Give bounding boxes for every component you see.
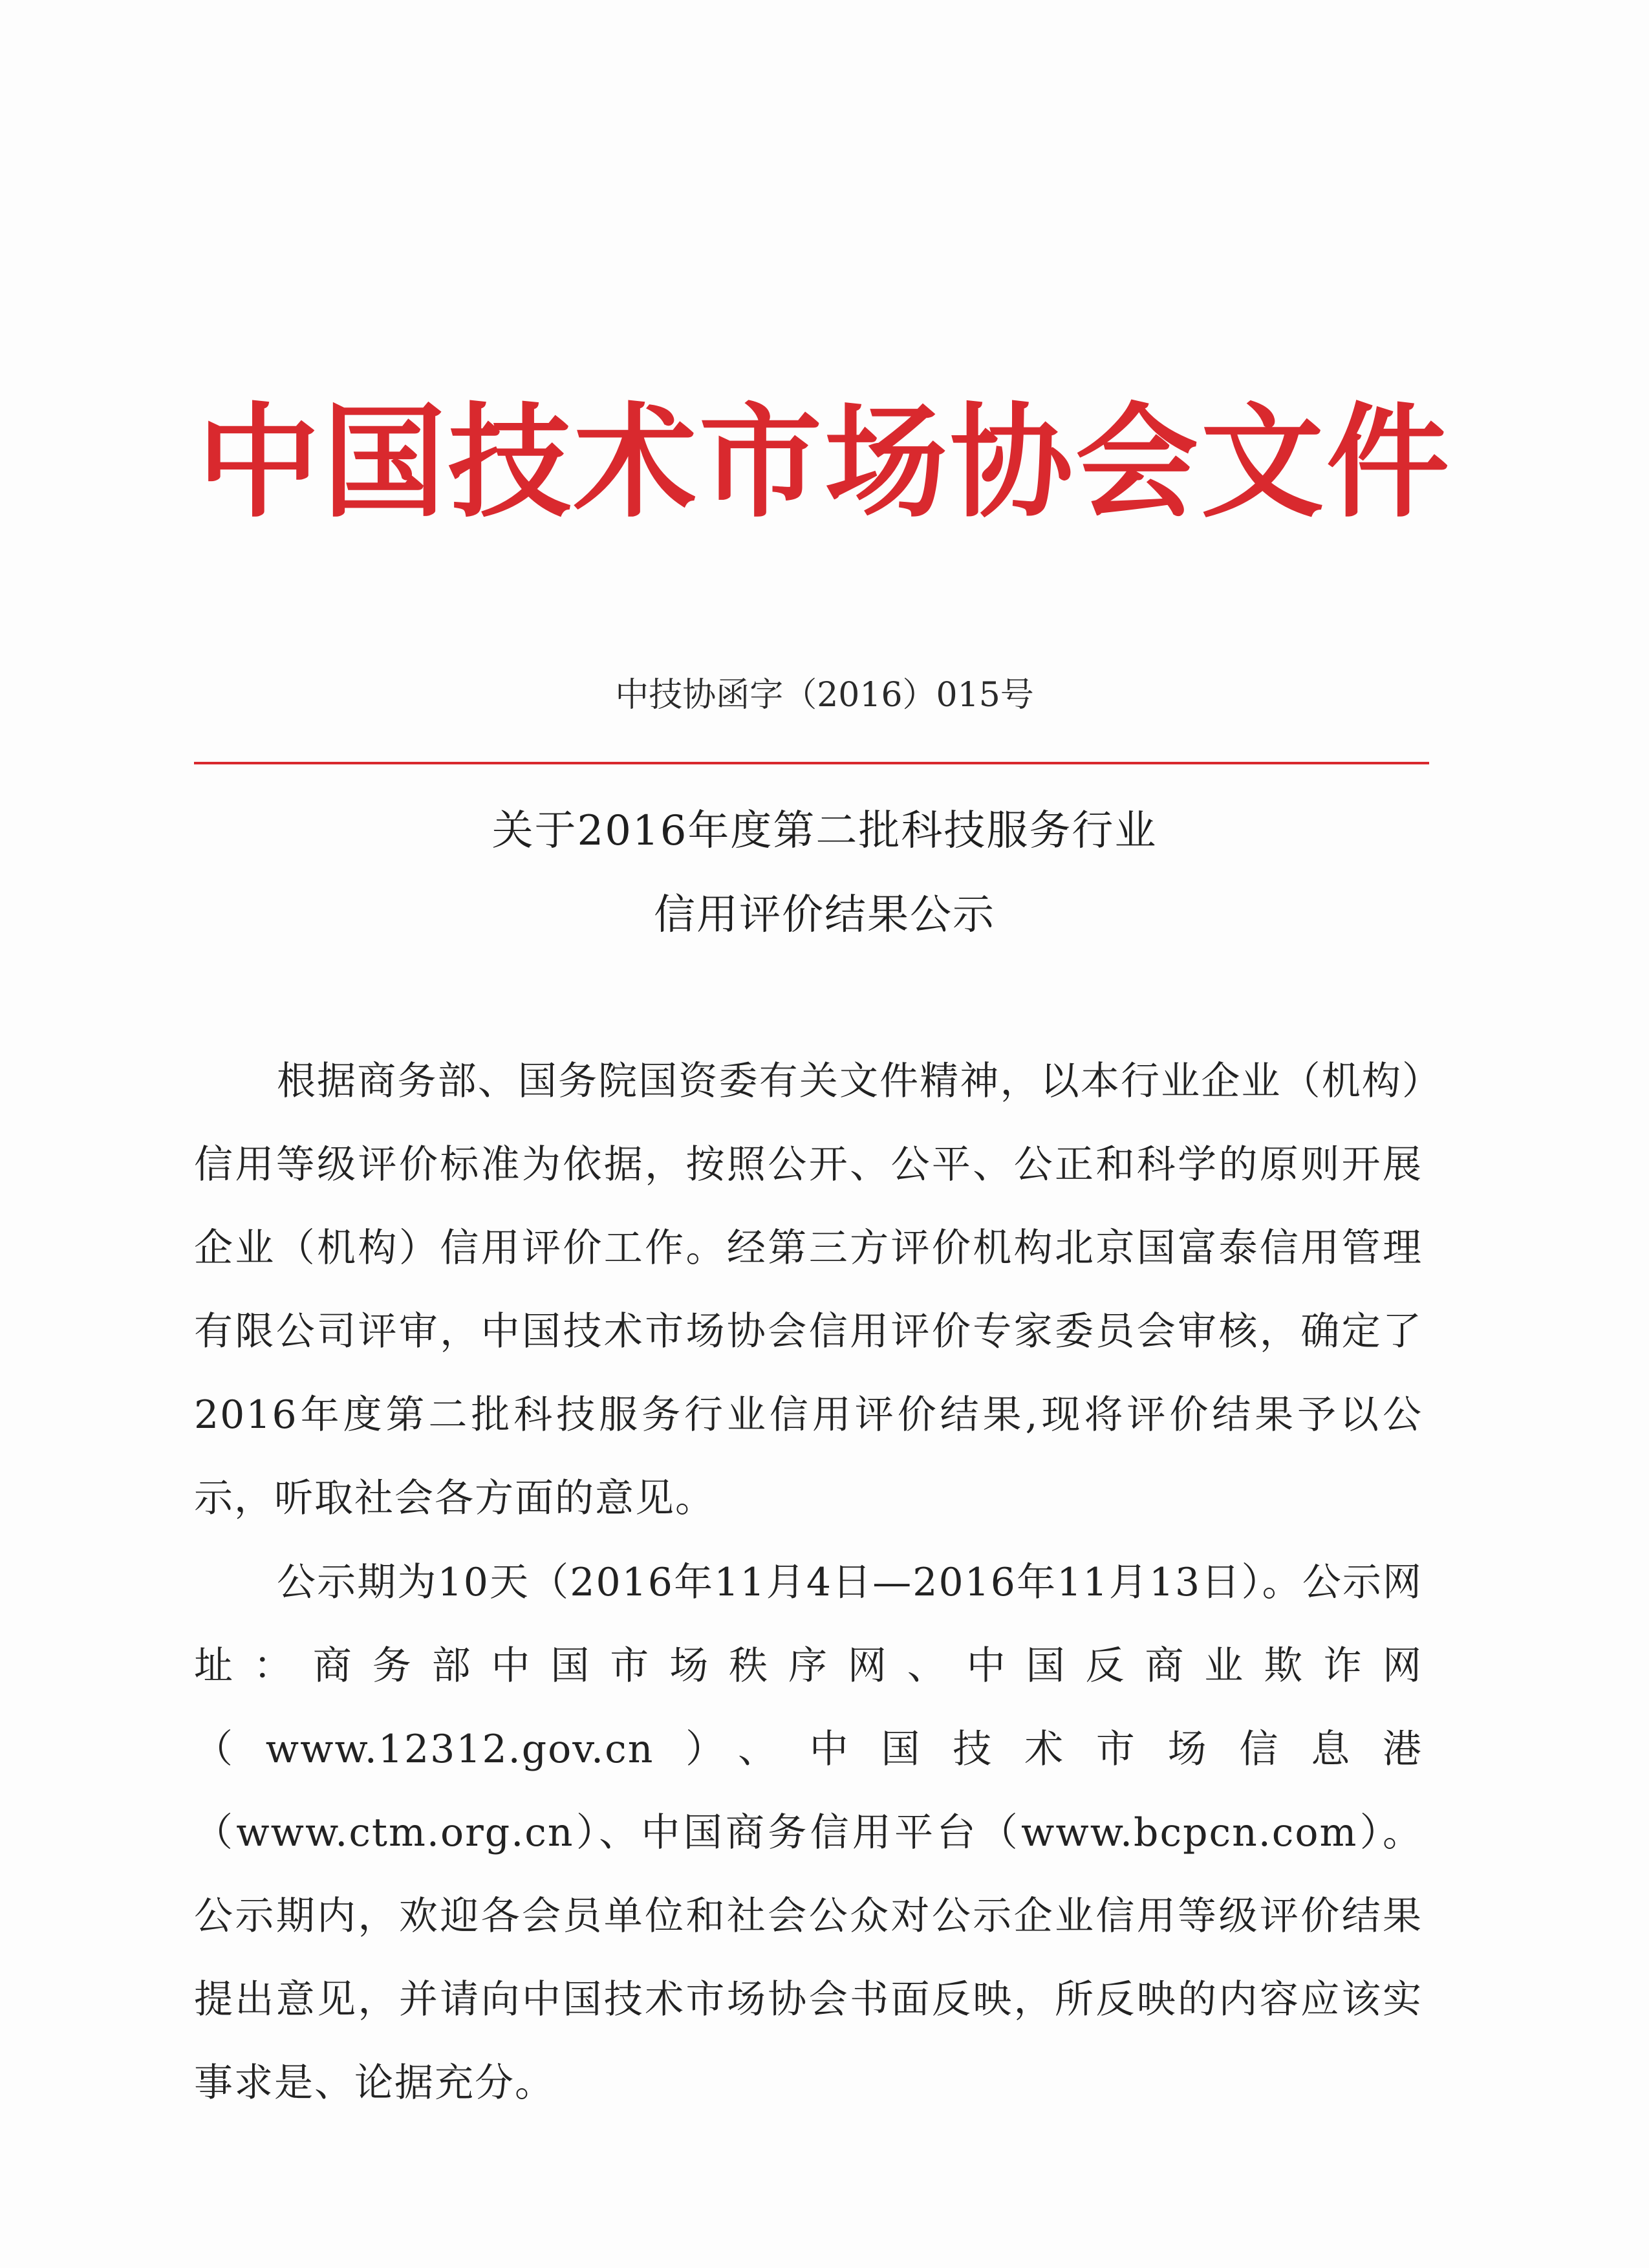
body-paragraph-1: 根据商务部、国务院国资委有关文件精神，以本行业企业（机构）信用等级评价标准为依据，按照公开、公平、公正和科学的原则开展企业（机构）信用评价工作。经第三方评价机构北京国富泰信用管理有限公司评审，中国技术市场协会信用评价专家委员会审核，确定了2016年度第二批科技服务行业信用评价结果,现将评价结果予以公示，听取社会各方面的意见。 (194, 1059, 1423, 1521)
notice-title-line-1: 关于2016年度第二批科技服务行业 (491, 807, 1158, 855)
notice-title-line-2: 信用评价结果公示 (654, 891, 995, 939)
body-paragraph-2: 公示期为10天（2016年11月4日—2016年11月13日）。公示网址：商务部中国市场秩序网、中国反商业欺诈网（www.12312.gov.cn）、中国技术市场信息港（www.ctm.org.cn）、中国商务信用平台（www.bcpcn.com）。公示期内，欢迎各会员单位和社会公众对公示企业信用等级评价结果提出意见，并请向中国技术市场协会书面反映，所反映的内容应该实事求是、论据充分。 (194, 1560, 1423, 2106)
issuer-header-title: 中国技术市场协会文件 (197, 390, 1452, 534)
red-divider-line (194, 762, 1429, 764)
document-number: 中技协函字（2016）015号 (615, 676, 1034, 715)
